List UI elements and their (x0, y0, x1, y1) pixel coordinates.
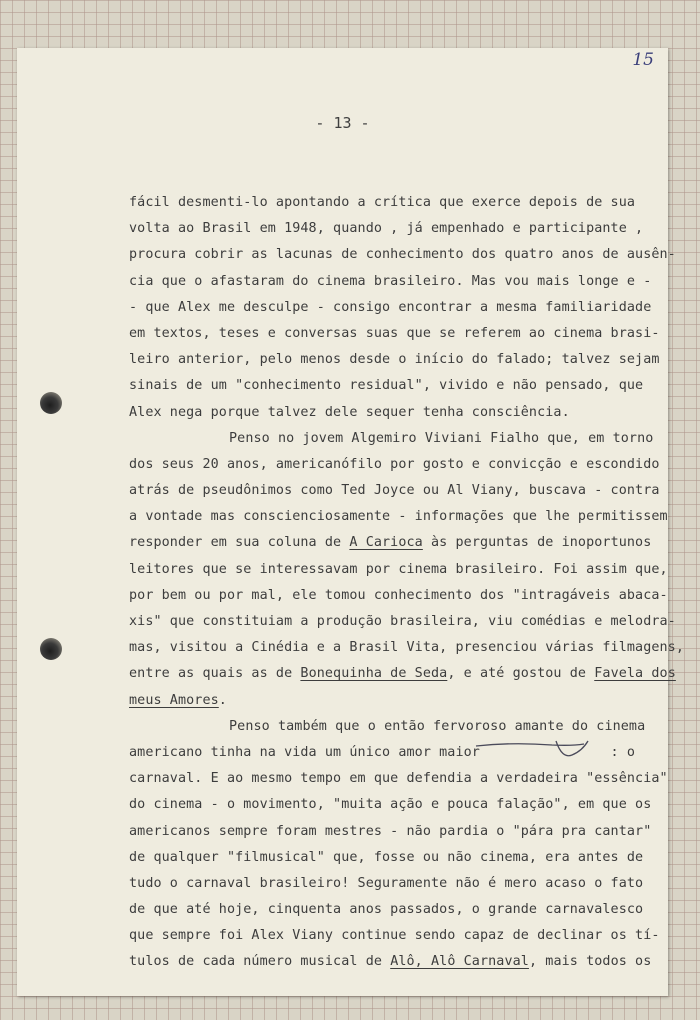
text-line: mas, visitou a Cinédia e a Brasil Vita, presenciou várias filmagens, (129, 640, 685, 656)
text-line: americano tinha na vida um único amor maior : o (129, 744, 636, 760)
text-line: que sempre foi Alex Viany continue sendo capaz de declinar os tí- (129, 928, 660, 944)
text-line: sinais de um "conhecimento residual", vivido e não pensado, que (129, 378, 644, 394)
text-line: Alex nega porque talvez dele sequer tenha consciência. (129, 404, 570, 420)
text-segment: . (218, 692, 227, 708)
text-line: cia que o afastaram do cinema brasileiro. Mas vou mais longe e - (129, 273, 652, 289)
underlined-title: Alô, Alô Carnaval (390, 954, 529, 970)
text-line: volta ao Brasil em 1948, quando , já empenhado e participante , (129, 221, 644, 237)
text-line: fácil desmenti-lo apontando a crítica que exerce depois de sua (129, 195, 636, 210)
document-page (17, 48, 685, 996)
text-line: atrás de pseudônimos como Ted Joyce ou Al Viany, buscava - contra (129, 483, 660, 499)
text-line: xis" que constituiam a produção brasileira, viu comédias e melodra- (129, 614, 676, 629)
handwritten-mark (472, 737, 602, 765)
text-segment: tulos de cada número musical de (129, 954, 391, 970)
text-line: de que até hoje, cinquenta anos passados, o grande carnavalesco (129, 902, 644, 918)
text-line: de qualquer "filmusical" que, fosse ou não cinema, era antes de (129, 849, 644, 865)
text-line (129, 688, 659, 714)
punch-hole (40, 638, 62, 660)
text-line: leitores que se interessavam por cinema brasileiro. Foi assim que, (129, 561, 668, 577)
text-segment: responder em sua coluna de (129, 535, 350, 551)
text-line (129, 530, 659, 556)
text-segment: , e até gostou de (447, 666, 595, 682)
text-line: americanos sempre foram mestres - não pardia o "pára pra cantar" (129, 823, 652, 839)
punch-hole (40, 392, 62, 414)
page-number: - 13 - (315, 114, 370, 132)
body-text (129, 190, 685, 976)
text-line: leiro anterior, pelo menos desde o início do falado; talvez sejam (129, 352, 660, 368)
folio-number: 15 (632, 50, 654, 70)
text-line: - que Alex me desculpe - consigo encontrar a mesma familiaridade (129, 299, 652, 315)
text-segment: entre as quais as de (129, 666, 301, 682)
text-line: dos seus 20 anos, americanófilo por gosto e convicção e escondido (129, 456, 660, 472)
text-segment: às perguntas de inoportunos (422, 535, 652, 551)
text-line: carnaval. E ao mesmo tempo em que defendia a verdadeira "essência" (129, 771, 668, 787)
text-line (129, 949, 659, 975)
underlined-title: A Carioca (349, 535, 423, 551)
text-line: por bem ou por mal, ele tomou conhecimento dos "intragáveis abaca- (129, 587, 668, 603)
paragraph-start-line: Penso no jovem Algemiro Viviani Fialho que, em torno (229, 430, 654, 446)
underlined-title: Bonequinha de Seda (300, 666, 448, 682)
text-line: em textos, teses e conversas suas que se referem ao cinema brasi- (129, 325, 660, 341)
text-line: do cinema - o movimento, "muita ação e pouca falação", em que os (129, 797, 652, 813)
text-line: tudo o carnaval brasileiro! Seguramente não é mero acaso o fato (129, 875, 644, 891)
underlined-title: Favela dos (594, 666, 676, 682)
paragraph-start-line: Penso também que o então fervoroso amante do cinema (229, 718, 646, 734)
text-line (129, 661, 676, 687)
text-segment: , mais todos os (528, 954, 652, 970)
text-line: procura cobrir as lacunas de conhecimento dos quatro anos de ausên- (129, 247, 676, 263)
text-line: a vontade mas conscienciosamente - informações que lhe permitissem (129, 509, 668, 525)
underlined-title: meus Amores (129, 692, 219, 708)
